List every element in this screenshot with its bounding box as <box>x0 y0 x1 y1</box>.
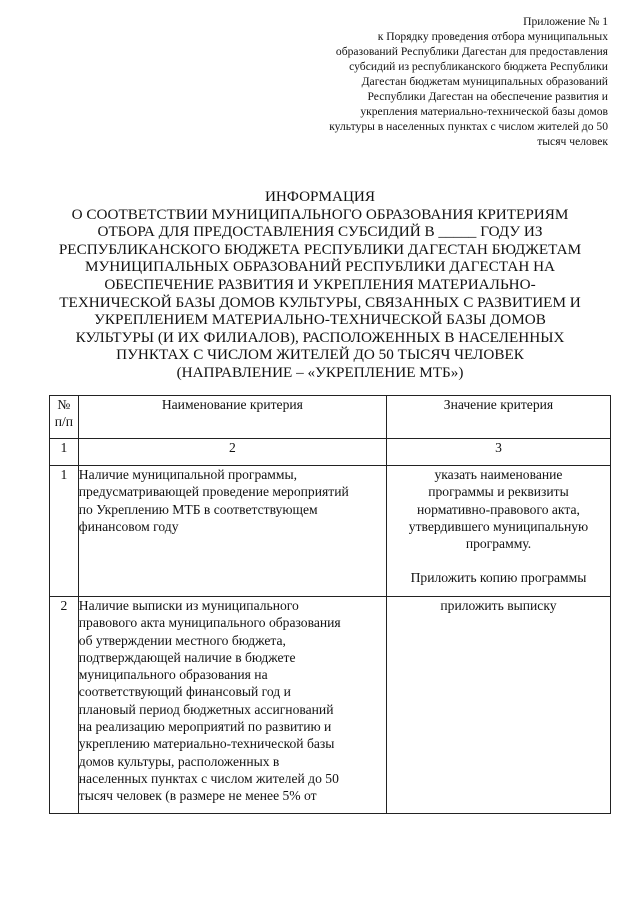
criterion-cell <box>78 597 386 814</box>
appendix-line: к Порядку проведения отбора муниципальных <box>377 30 608 43</box>
criterion-line: плановый период бюджетных ассигнований <box>78 701 334 717</box>
title-line: ОБЕСПЕЧЕНИЕ РАЗВИТИЯ И УКРЕПЛЕНИЯ МАТЕРИАЛЬНО- <box>104 275 536 293</box>
title-line: О СООТВЕТСТВИИ МУНИЦИПАЛЬНОГО ОБРАЗОВАНИЯ КРИТЕРИЯМ <box>71 205 569 223</box>
appendix-line: субсидий из республиканского бюджета Республики <box>349 60 608 73</box>
criterion-cell <box>78 466 386 597</box>
title-line: УКРЕПЛЕНИЕМ МАТЕРИАЛЬНО-ТЕХНИЧЕСКОЙ БАЗЫ ДОМОВ <box>94 311 546 329</box>
appendix-line: укрепления материально-технической базы домов <box>360 105 608 118</box>
value-line: нормативно-правового акта, <box>417 501 580 517</box>
title-line: КУЛЬТУРЫ (И ИХ ФИЛИАЛОВ), РАСПОЛОЖЕННЫХ В НАСЕЛЕННЫХ <box>75 328 565 346</box>
criterion-line: Наличие выписки из муниципального <box>78 598 299 613</box>
value-note: Приложить копию программы <box>410 570 587 586</box>
criterion-line: населенных пунктах с числом жителей до 50 <box>78 770 339 786</box>
title-line: (НАПРАВЛЕНИЕ – «УКРЕПЛЕНИЕ МТБ») <box>176 363 464 381</box>
value-cell <box>386 466 610 597</box>
appendix-line: Дагестан бюджетам муниципальных образований <box>361 75 608 88</box>
value-cell <box>386 597 610 814</box>
appendix-line: образований Республики Дагестан для предоставления <box>335 45 608 58</box>
table-row <box>50 597 611 814</box>
column-number: 2 <box>78 439 386 466</box>
criterion-line: подтверждающей наличие в бюджете <box>78 649 296 665</box>
criterion-line: Наличие муниципальной программы, <box>78 467 298 482</box>
criterion-line: об утверждении местного бюджета, <box>78 632 286 648</box>
header-value: Значение критерия <box>386 396 610 439</box>
value-line: программу. <box>465 536 532 552</box>
title-line: ОТБОРА ДЛЯ ПРЕДОСТАВЛЕНИЯ СУБСИДИЙ В _____ ГОДУ ИЗ <box>97 223 543 241</box>
appendix-note <box>300 14 608 149</box>
criterion-line: тысяч человек (в размере не менее 5% от <box>78 788 317 804</box>
value-line: программы и реквизиты <box>428 484 569 500</box>
criterion-line: финансовом году <box>78 518 179 534</box>
header-number-line: п/п <box>54 414 74 430</box>
criterion-line: домов культуры, расположенных в <box>78 753 280 769</box>
table-header-row <box>50 396 611 439</box>
appendix-line: Приложение № 1 <box>523 15 608 28</box>
row-number: 1 <box>50 466 79 597</box>
title-line: ПУНКТАХ С ЧИСЛОМ ЖИТЕЛЕЙ ДО 50 ТЫСЯЧ ЧЕЛОВЕК <box>116 346 524 364</box>
header-number <box>50 396 79 439</box>
header-criterion: Наименование критерия <box>78 396 386 439</box>
title-line: РЕСПУБЛИКАНСКОГО БЮДЖЕТА РЕСПУБЛИКИ ДАГЕСТАН БЮДЖЕТАМ <box>58 240 582 258</box>
table-row <box>50 466 611 597</box>
title-line: МУНИЦИПАЛЬНЫХ ОБРАЗОВАНИЙ РЕСПУБЛИКИ ДАГЕСТАН НА <box>84 258 556 276</box>
column-number-row <box>50 439 611 466</box>
criterion-line: на реализацию мероприятий по развитию и <box>78 719 332 735</box>
column-number: 3 <box>386 439 610 466</box>
appendix-line: тысяч человек <box>537 135 608 148</box>
row-number: 2 <box>50 597 79 814</box>
criterion-line: соответствующий финансовый год и <box>78 684 291 700</box>
title-line: ТЕХНИЧЕСКОЙ БАЗЫ ДОМОВ КУЛЬТУРЫ, СВЯЗАННЫХ С РАЗВИТИЕМ И <box>59 293 581 311</box>
criterion-line: укреплению материально-технической базы <box>78 736 335 752</box>
appendix-line: культуры в населенных пунктах с числом жителей до 50 <box>329 120 608 133</box>
criteria-table <box>49 395 611 814</box>
value-line: указать наименование <box>434 467 563 482</box>
column-number: 1 <box>50 439 79 466</box>
title-line: ИНФОРМАЦИЯ <box>264 188 376 205</box>
document-title <box>30 188 610 382</box>
header-number-line: № <box>57 397 71 412</box>
criterion-line: муниципального образования на <box>78 667 268 683</box>
criterion-line: правового акта муниципального образования <box>78 615 341 631</box>
value-spacer <box>387 552 610 569</box>
criterion-line: предусматривающей проведение мероприятий <box>78 484 349 500</box>
value-line: приложить выписку <box>440 598 557 613</box>
value-line: утвердившего муниципальную <box>408 518 589 534</box>
criterion-line: по Укреплению МТБ в соответствующем <box>78 501 318 517</box>
appendix-line: Республики Дагестан на обеспечение развития и <box>367 90 608 103</box>
